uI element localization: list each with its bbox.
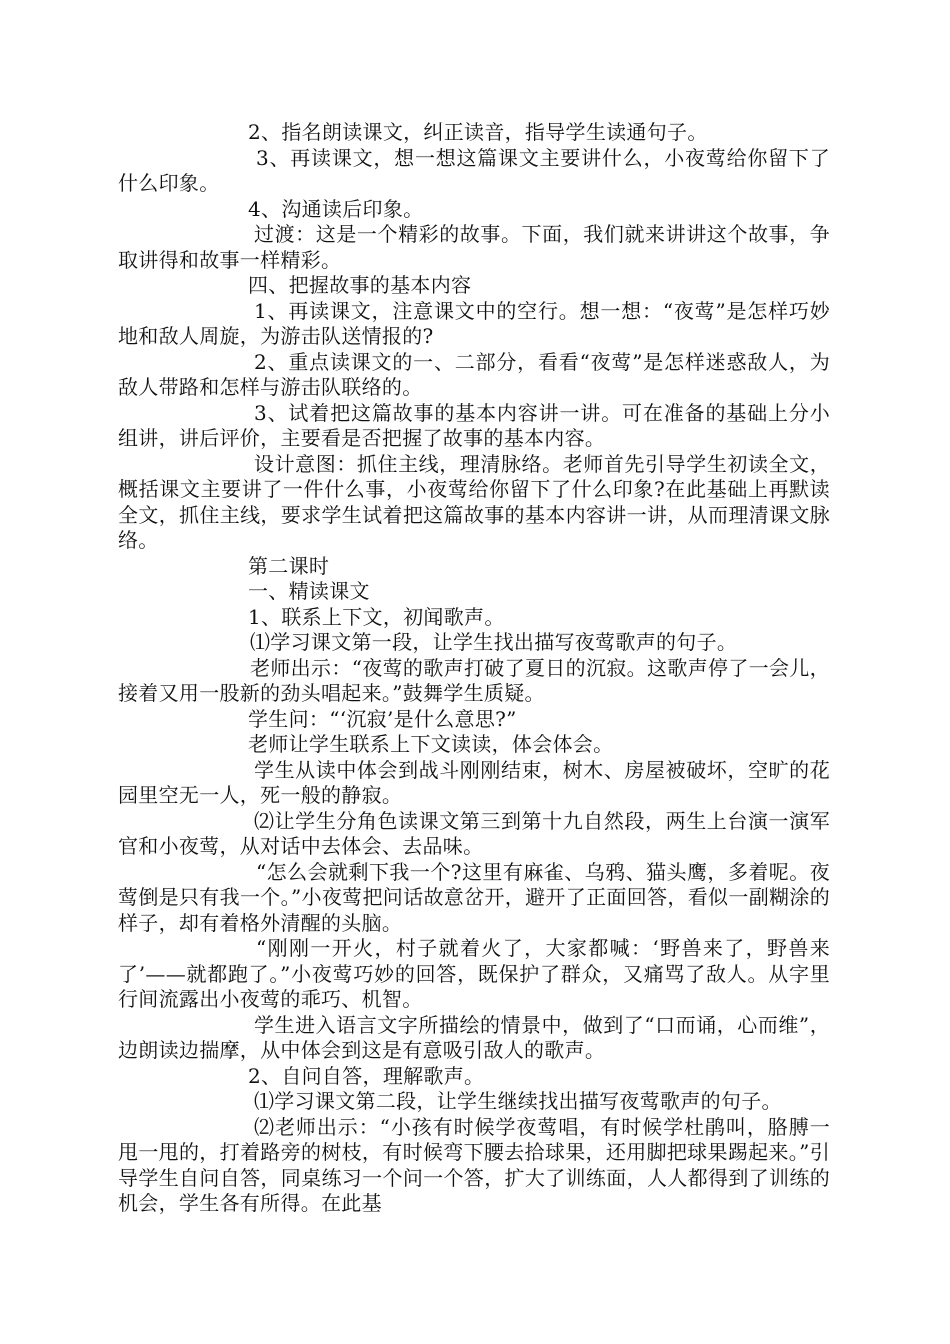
paragraph: 四、把握故事的基本内容 bbox=[248, 273, 472, 297]
paragraph: 一、精读课文 bbox=[248, 579, 370, 603]
paragraph: 2、自问自答，理解歌声。 bbox=[248, 1063, 485, 1088]
document-body bbox=[118, 120, 830, 1217]
paragraph: 过渡：这是一个精彩的故事。下面，我们就来讲讲这个故事，争取讲得和故事一样精彩。 bbox=[118, 222, 830, 272]
paragraph: 第二课时 bbox=[248, 553, 330, 578]
paragraph: 1、再读课文，注意课文中的空行。想一想：“夜莺”是怎样巧妙地和敌人周旋，为游击队送情报的? bbox=[118, 298, 830, 348]
paragraph: 学生从读中体会到战斗刚刚结束，树木、房屋被破坏，空旷的花园里空无一人，死一般的静寂。 bbox=[118, 757, 830, 807]
paragraph: 学生问：“‘沉寂’是什么意思?” bbox=[248, 706, 517, 731]
paragraph: 老师出示：“夜莺的歌声打破了夏日的沉寂。这歌声停了一会儿，接着又用一股新的劲头唱起来。”鼓舞学生质疑。 bbox=[118, 655, 830, 705]
paragraph: “刚刚一开火，村子就着火了，大家都喊：‘野兽来了，野兽来了’——就都跑了。”小夜莺巧妙的回答，既保护了群众，又痛骂了敌人。从字里行间流露出小夜莺的乖巧、机智。 bbox=[118, 936, 830, 1011]
paragraph: 3、再读课文，想一想这篇课文主要讲什么，小夜莺给你留下了什么印象。 bbox=[118, 145, 830, 195]
paragraph: 2、重点读课文的一、二部分，看看“夜莺”是怎样迷惑敌人，为敌人带路和怎样与游击队联络的。 bbox=[118, 349, 830, 399]
paragraph: 1、联系上下文，初闻歌声。 bbox=[248, 604, 505, 629]
paragraph: 设计意图：抓住主线，理清脉络。老师首先引导学生初读全文，概括课文主要讲了一件什么事，小夜莺给你留下了什么印象?在此基础上再默读全文，抓住主线，要求学生试着把这篇故事的基本内容讲一讲，从而理清课文脉络。 bbox=[118, 451, 830, 552]
paragraph: 2、指名朗读课文，纠正读音，指导学生读通句子。 bbox=[248, 120, 708, 144]
paragraph: 老师让学生联系上下文读读，体会体会。 bbox=[248, 732, 614, 756]
paragraph: “怎么会就剩下我一个?这里有麻雀、乌鸦、猫头鹰，多着呢。夜莺倒是只有我一个。”小夜莺把问话故意岔开，避开了正面回答，看似一副糊涂的样子，却有着格外清醒的头脑。 bbox=[118, 859, 830, 935]
paragraph: ⑵老师出示：“小孩有时候学夜莺唱，有时候学杜鹃叫，胳膊一甩一甩的，打着路旁的树枝，有时候弯下腰去拾球果，还用脚把球果踢起来。”引导学生自问自答，同桌练习一个问一个答，扩大了训练面，人人都得到了训练的机会，学生各有所得。在此基 bbox=[118, 1114, 830, 1215]
paragraph: 学生进入语言文字所描绘的情景中，做到了“口而诵，心而维”，边朗读边揣摩，从中体会到这是有意吸引敌人的歌声。 bbox=[118, 1012, 830, 1062]
paragraph: 3、试着把这篇故事的基本内容讲一讲。可在准备的基础上分小组讲，讲后评价，主要看是否把握了故事的基本内容。 bbox=[118, 400, 830, 450]
paragraph: ⑴学习课文第一段，让学生找出描写夜莺歌声的句子。 bbox=[250, 630, 738, 654]
paragraph: ⑴学习课文第二段，让学生继续找出描写夜莺歌声的句子。 bbox=[254, 1089, 782, 1113]
paragraph: 4、沟通读后印象。 bbox=[248, 196, 424, 221]
paragraph: ⑵让学生分角色读课文第三到第十九自然段，两生上台演一演军官和小夜莺，从对话中去体会、去品味。 bbox=[118, 808, 830, 858]
